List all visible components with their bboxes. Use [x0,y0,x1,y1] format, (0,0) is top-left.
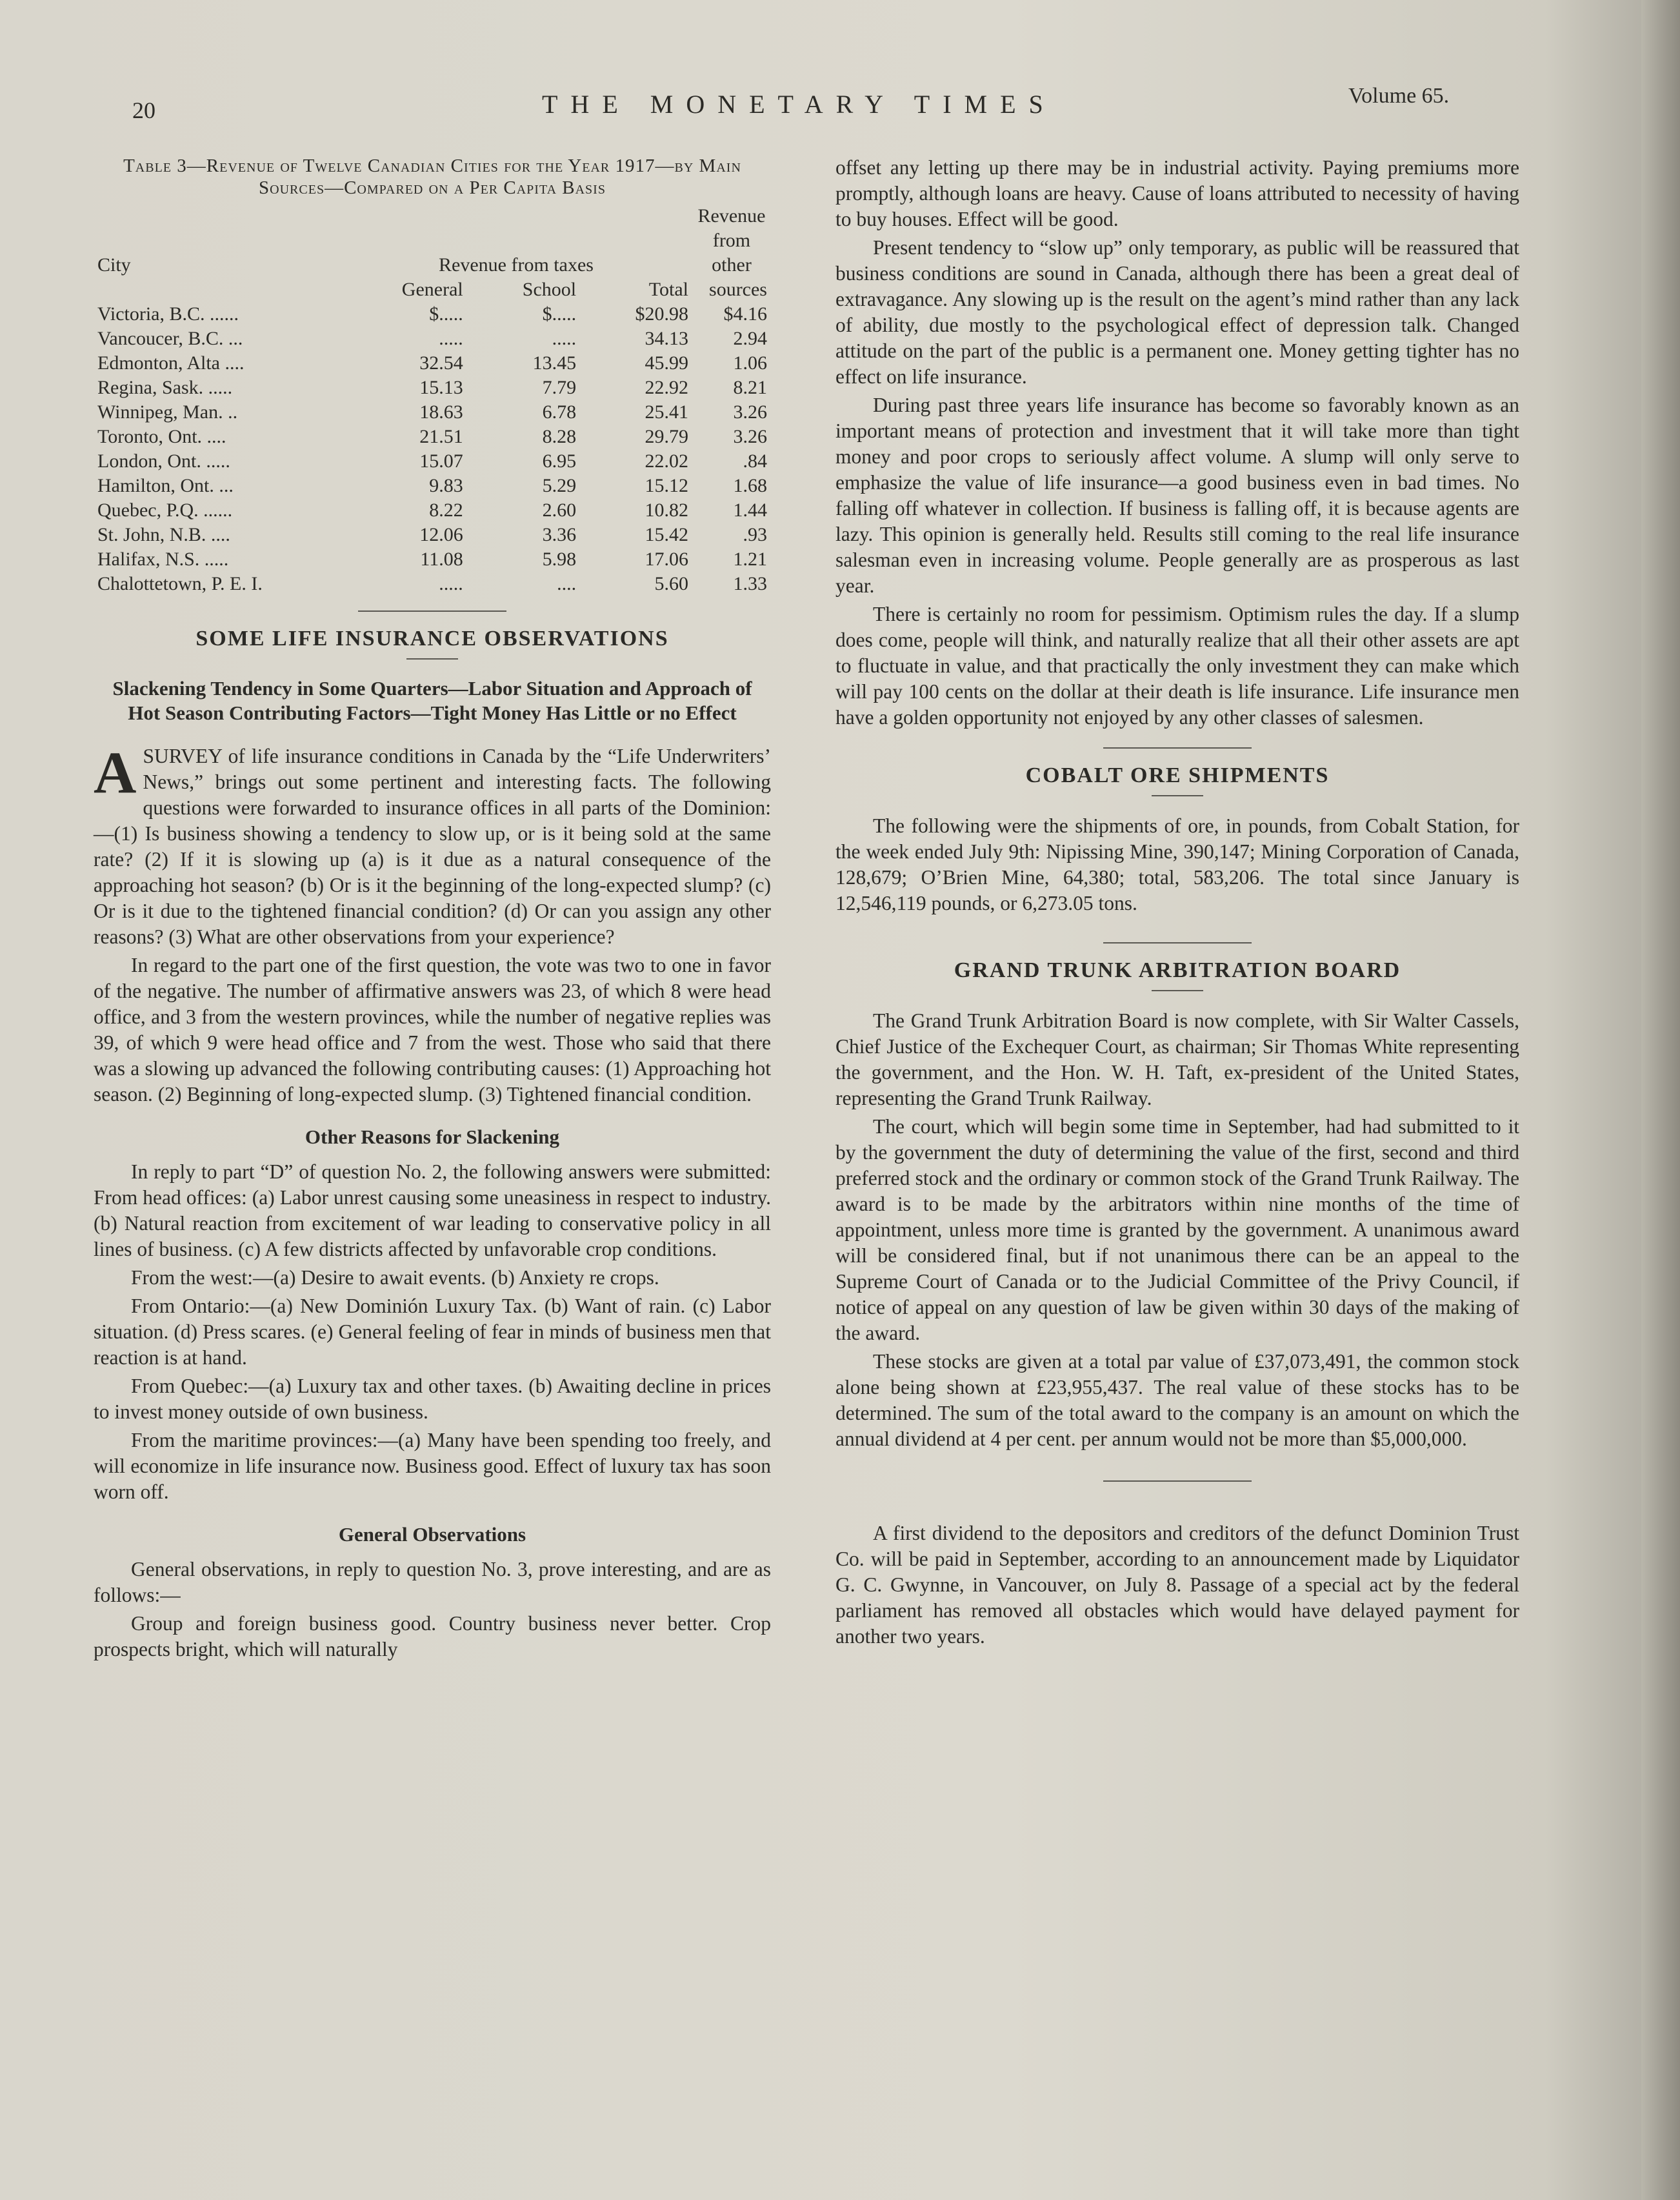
article-paragraph: The court, which will begin some time in September, had had submitted to it by the government the duty of determining the value of the first, second and third preferred stock and the ordinary or common stock of the Grand Trunk Railway. The award is to be made by the arbitrators within nine months of the time of appointment, unless more time is granted by the government. A unanimous award will be considered final, but if not unanimous there can be an appeal to the Supreme Court of Canada or to the Judicial Committee of the Privy Council, if notice of appeal on any question of law be given within 30 days of the making of the award. [835,1115,1519,1344]
article-title-life-insurance: SOME LIFE INSURANCE OBSERVATIONS [195,627,669,651]
article-title-grand-trunk: GRAND TRUNK ARBITRATION BOARD [954,958,1401,982]
subheading-general-observations: General Observations [338,1523,526,1546]
article-deck: Slackening Tendency in Some Quarters—Labor Situation and Approach of Hot Season Contributing Factors—Tight Money Has Little or no Effect [112,677,752,724]
article-paragraph: Present tendency to “slow up” only temporary, as public will be reassured that business conditions are sound in Canada, although there has been a great deal of extravagance. Any slowing up is the result on the agent’s mind rather than any lack of ability, due mostly to the psychological effect of depression talk. Changed attitude on the part of the public is a permanent one. Money getting tighter has no effect on life insurance. [835,236,1519,388]
cell-city: Victoria, B.C. ...... [97,303,239,325]
cell-total: 25.41 [645,401,688,423]
cell-city: Vancoucer, B.C. ... [97,328,243,349]
publication-title: THE MONETARY TIMES [542,90,1056,119]
article-paragraph: From the west:—(a) Desire to await events. (b) Anxiety re crops. [131,1266,659,1289]
cell-other: 1.68 [733,475,767,496]
total-header: Total [648,279,688,300]
cell-school: 5.98 [542,549,577,570]
article-paragraph: The Grand Trunk Arbitration Board is now complete, with Sir Walter Cassels, Chief Justice of the Exchequer Court, as chairman; Sir Thomas White representing the government, and the Hon. W. H. Taft, ex-president of the United States, representing the Grand Trunk Railway. [835,1009,1519,1109]
cell-general: 32.54 [419,352,463,374]
cell-city: Quebec, P.Q. ...... [97,500,233,521]
article-paragraph: ASURVEY of life insurance conditions in Canada by the “Life Underwriters’ News,” brings out some pertinent and interesting facts. The following questions were forwarded to insurance offices in all parts of the Dominion:—(1) Is business showing a tendency to slow up, or is it being sold at the same rate? (2) If it is slowing up (a) is it due as a natural consequence of the approaching hot season? (b) Or is it the beginning of the long-expected slump? (c) Or is it due to the tightened financial condition? (d) Or can you assign any other reasons? (3) What are other observations from your experience? [94,740,771,948]
cell-school: $..... [542,303,577,325]
cell-other: 3.26 [733,426,767,447]
cell-general: ..... [439,328,463,349]
cell-school: 6.78 [542,401,577,423]
section-divider [1103,942,1252,944]
article-paragraph: During past three years life insurance has become so favorably known as an important means of protection and investment that it will take more than tight money and poor crops to seriously affect volume. A slump will only serve to emphasize the value of life insurance—a good business even in bad times. No falling off whatever in collection. If business is falling off, it is because agents are lazy. This opinion is generally held. Results still coming to the real life insurance salesman even in increasing volume. People generally are as prosperous as last year. [835,394,1519,597]
article-paragraph: In reply to part “D” of question No. 2, the following answers were submitted: From head offices: (a) Labor unrest causing some uneasiness in respect to industry. (b) Natural reaction from excitement of war leading to conservative policy in all lines of business. (c) A few districts affected by unfavorable crop conditions. [94,1160,771,1260]
cell-general: 18.63 [419,401,463,423]
general-header: General [401,279,463,300]
school-header: School [522,279,577,300]
article-paragraph: From Quebec:—(a) Luxury tax and other taxes. (b) Awaiting decline in prices to invest money outside of own business. [94,1375,771,1423]
title-rule [1152,990,1203,991]
cell-school: ..... [552,328,577,349]
cell-school: 2.60 [542,500,577,521]
subheading-other-reasons: Other Reasons for Slackening [305,1125,560,1148]
page-number: 20 [132,97,155,123]
table-row [94,523,771,547]
section-divider [1103,1480,1252,1482]
volume-label: Volume 65. [1348,84,1450,108]
cell-other: 2.94 [733,328,767,349]
revenue-taxes-header: Revenue from taxes [439,254,594,276]
table-row [94,449,771,474]
cell-city: Winnipeg, Man. .. [97,401,238,423]
cell-total: 15.42 [645,524,688,545]
cell-city: Chalottetown, P. E. I. [97,573,263,594]
revenue-table [94,204,771,596]
cell-total: 29.79 [645,426,688,447]
cell-general: 15.13 [419,377,463,398]
article-title-cobalt: COBALT ORE SHIPMENTS [1025,763,1330,787]
article-paragraph: From the maritime provinces:—(a) Many have been spending too freely, and will economize in life insurance now. Business good. Effect of luxury tax has soon worn off. [94,1429,771,1503]
cell-general: 9.83 [429,475,463,496]
cell-city: Hamilton, Ont. ... [97,475,234,496]
cell-total: 34.13 [645,328,688,349]
cell-total: 10.82 [645,500,688,521]
table-row [94,547,771,572]
cell-other: .84 [743,450,767,472]
cell-general: ..... [439,573,463,594]
cell-general: 12.06 [419,524,463,545]
left-column [94,155,771,1665]
drop-cap: A [94,740,137,805]
article-paragraph: General observations, in reply to question No. 3, prove interesting, and are as follows:— [94,1558,771,1606]
cell-school: 8.28 [542,426,577,447]
cell-general: 15.07 [419,450,463,472]
table-row [94,425,771,449]
cell-school: 6.95 [542,450,577,472]
table-row [94,327,771,351]
table-row [94,376,771,400]
cell-school: .... [557,573,577,594]
article-paragraph: In regard to the part one of the first question, the vote was two to one in favor of the negative. The number of affirmative answers was 23, of which 8 were head office, and 3 from the western provinces, while the number of negative replies was 39, of which 9 were head office and 7 from the west. Those who said that there was a slowing up advanced the following contributing causes: (1) Approaching hot season. (2) Beginning of long-expected slump. (3) Tightened financial condition. [94,954,771,1105]
cell-other: 1.06 [733,352,767,374]
table-subheader-row [94,278,771,302]
article-paragraph: offset any letting up there may be in industrial activity. Paying premiums more promptly, although loans are heavy. Cause of loans attributed to necessity of having to buy houses. Effect will be good. [835,156,1519,230]
cell-other: 1.21 [733,549,767,570]
table-header-row [94,204,771,278]
table-caption: Table 3—Revenue of Twelve Canadian Cities for the Year 1917—by Main Sources—Compared on a Per Capita Basis [123,156,741,198]
article-paragraph: Group and foreign business good. Country business never better. Crop prospects bright, which will naturally [94,1612,771,1660]
cell-other: 3.26 [733,401,767,423]
cell-school: 13.45 [532,352,577,374]
cell-total: 22.92 [645,377,688,398]
title-rule [406,658,458,660]
cell-other: .93 [743,524,767,545]
cell-city: London, Ont. ..... [97,450,230,472]
cell-other: 1.33 [733,573,767,594]
binding-gutter [1641,0,1680,2200]
cell-other: $4.16 [723,303,767,325]
revenue-rows [94,302,771,596]
table-row [94,572,771,596]
section-divider [1103,747,1252,749]
revenue-other-header: Revenue from other [697,205,766,276]
cell-total: $20.98 [635,303,688,325]
cell-city: St. John, N.B. .... [97,524,230,545]
cell-city: Edmonton, Alta .... [97,352,245,374]
cell-school: 3.36 [542,524,577,545]
right-column [835,155,1519,1652]
cell-total: 17.06 [645,549,688,570]
cell-school: 5.29 [542,475,577,496]
article-paragraph: From Ontario:—(a) New Dominión Luxury Tax. (b) Want of rain. (c) Labor situation. (d) Press scares. (e) General feeling of fear in minds of business men that reaction is at hand. [94,1295,771,1369]
cell-school: 7.79 [542,377,577,398]
table-row [94,498,771,523]
city-header: City [97,254,131,276]
section-divider [358,611,506,612]
article-paragraph: A first dividend to the depositors and creditors of the defunct Dominion Trust Co. will be paid in September, according to an announcement made by Liquidator G. C. Gwynne, in Vancouver, on July 8. Passage of a special act by the federal parliament has removed all obstacles which would have delayed payment for another two years. [835,1522,1519,1648]
cell-general: 21.51 [419,426,463,447]
cell-other: 8.21 [733,377,767,398]
cell-city: Toronto, Ont. .... [97,426,226,447]
table-row [94,351,771,376]
cell-general: $..... [429,303,463,325]
cell-total: 22.02 [645,450,688,472]
article-paragraph: The following were the shipments of ore, in pounds, from Cobalt Station, for the week ended July 9th: Nipissing Mine, 390,147; Mining Corporation of Canada, 128,679; O’Brien Mine, 64,380; total, 583,206. The total since January is 12,546,119 pounds, or 6,273.05 tons. [835,814,1519,914]
cell-city: Regina, Sask. ..... [97,377,233,398]
cell-city: Halifax, N.S. ..... [97,549,229,570]
sources-header: sources [709,279,767,300]
cell-total: 45.99 [645,352,688,374]
cell-total: 5.60 [654,573,688,594]
cell-total: 15.12 [645,475,688,496]
table-row [94,474,771,498]
table-row [94,400,771,425]
article-paragraph: There is certainly no room for pessimism. Optimism rules the day. If a slump does come, people will think, and naturally realize that all their other assets are apt to fluctuate in value, and that practically the only investment they can make which will pay 100 cents on the dollar at their death is life insurance. Life insurance men have a golden opportunity not enjoyed by any other classes of salesmen. [835,603,1519,729]
article-paragraph: These stocks are given at a total par value of £37,073,491, the common stock alone being shown at £23,955,437. The real value of these stocks has to be determined. The sum of the total award to the company is an amount on which the annual dividend at 4 per cent. per annum would not be more than $5,000,000. [835,1350,1519,1450]
cell-general: 11.08 [420,549,463,570]
title-rule [1152,795,1203,796]
table-row [94,302,771,327]
cell-general: 8.22 [429,500,463,521]
cell-other: 1.44 [733,500,767,521]
